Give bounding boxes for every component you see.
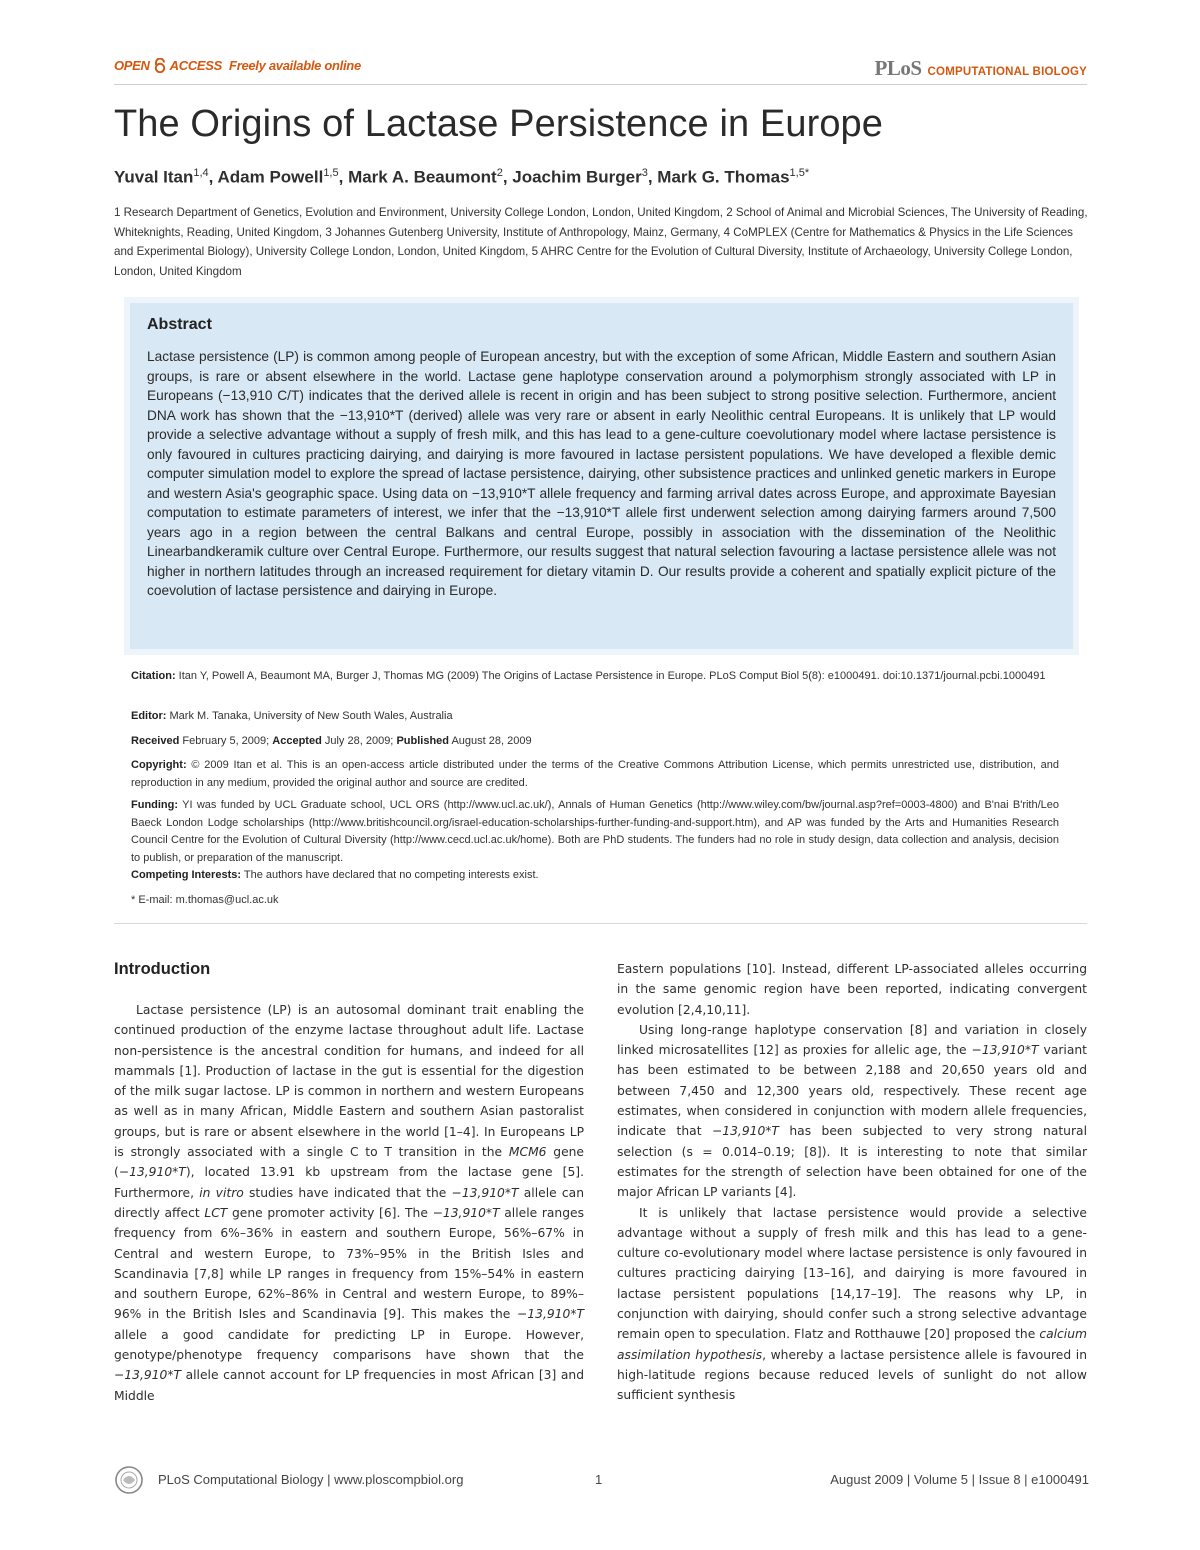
copyright	[131, 757, 1059, 792]
author-name: Adam Powell	[217, 167, 324, 187]
received-label: Received	[131, 735, 180, 747]
author-affil-sup: 1,5*	[789, 167, 810, 179]
gene-name: LCT	[204, 1205, 228, 1220]
published-date: August 28, 2009	[451, 735, 532, 747]
funding-text: YI was funded by UCL Graduate school, UCL ORS (http://www.ucl.ac.uk/), Annals of Human Genetics (http://www.wiley.com/bw/journal.asp?ref=0003-4800) and B'nai B'rith/Leo Baeck London Lodge scholarships (http://www.britishcouncil.org/israel-education-scholarships-further-funding-and-support.htm), and AP was funded by the Arts and Humanities Research Council Centre for the Evolution of Cultural Diversity (http://www.cecd.ucl.ac.uk/home). Both are PhD students. The funders had no role in study design, data collection and analysis, decision to publish, or preparation of the manuscript.	[131, 799, 1060, 864]
affiliations: 1 Research Department of Genetics, Evolution and Environment, University College London, London, United Kingdom, 2 School of Animal and Microbial Sciences, The University of Reading, Whiteknights, Reading, United Kingdom, 3 Johannes Gutenberg University, Institute of Anthropology, Mainz, Germany, 4 CoMPLEX (Centre for Mathematics & Physics in the Life Sciences and Experimental Biology), University College London, London, United Kingdom, 5 AHRC Centre for the Evolution of Cultural Diversity, Institute of Archaeology, University College London, London, United Kingdom	[114, 206, 1088, 278]
citation-label: Citation:	[131, 670, 176, 682]
journal-name: COMPUTATIONAL BIOLOGY	[927, 66, 1087, 78]
email-label: * E-mail:	[131, 894, 173, 906]
author-affil-sup: 2	[496, 167, 503, 179]
citation	[131, 668, 1059, 686]
page-number: 1	[595, 1472, 603, 1487]
in-vitro-term: in vitro	[199, 1185, 244, 1200]
right-column	[617, 959, 1087, 1406]
plos-seal-icon	[114, 1465, 144, 1495]
editor-label: Editor:	[131, 710, 167, 722]
allele-name: −13,910*T	[432, 1205, 500, 1220]
funding	[131, 797, 1059, 867]
funding-label: Funding:	[131, 799, 179, 811]
journal-logo	[875, 56, 1087, 81]
author-list: Yuval Itan$^{1,4}$, Adam Powell$^{1,5}$, Mark A. Beaumont$^2$, Joachim Burger$^3$, Mark G. Thomas$^{1,5*}$	[114, 167, 810, 187]
published-label: Published	[396, 735, 449, 747]
author-name: Mark G. Thomas	[657, 167, 790, 187]
intro-paragraph: Lactase persistence (LP) is an autosomal dominant trait enabling the continued production of the enzyme lactase throughout adult life. Lactase non-persistence is the ancestral condition for humans, and indeed for all mammals [1]. Production of lactase in the gut is essential for the digestion of the milk sugar lactose. LP is common in northern and western Europeans as well as in many African, Middle Eastern and southern Asian pastoralist groups, but is rare or absent elsewhere in the world [1–4]. In Europeans LP is strongly associated with a single C to T transition in the MCM6 gene (−13,910*T), located 13.91 kb upstream from the lactase gene [5]. Furthermore, in vitro studies have indicated that the −13,910*T allele can directly affect LCT gene promoter activity [6]. The −13,910*T allele ranges frequency from 6%–36% in eastern and southern Europe, 56%–67% in Central and western Europe, to 73%–95% in the British Isles and Scandinavia [7,8] while LP ranges in frequency from 15%–54% in eastern and southern Europe, 62%–86% in Central and western Europe, to 89%–96% in the British Isles and Scandinavia [9]. This makes the −13,910*T allele a good candidate for predicting LP in Europe. However, genotype/phenotype frequency comparisons have shown that the −13,910*T allele cannot account for LP frequencies in most African [3] and Middle	[114, 1003, 584, 1403]
plos-wordmark: PLoS	[874, 56, 922, 80]
competing-interests	[131, 867, 1059, 885]
email	[131, 892, 1059, 910]
editor-text: Mark M. Tanaka, University of New South Wales, Australia	[169, 710, 453, 722]
introduction-heading: Introduction	[114, 960, 211, 978]
copyright-text: © 2009 Itan et al. This is an open-access article distributed under the terms of the Creative Commons Attribution License, which permits unrestricted use, distribution, and reproduction in any medium, provided the original author and source are credited.	[131, 759, 1059, 789]
meta-divider	[114, 923, 1087, 924]
allele-name: −13,910*T	[711, 1124, 779, 1139]
received-date: February 5, 2009;	[182, 735, 270, 747]
intro-paragraph: Eastern populations [10]. Instead, different LP-associated alleles occurring in the same genomic region have been reported, indicating convergent evolution [2,4,10,11].	[617, 962, 1087, 1017]
abstract-heading: Abstract	[147, 316, 212, 333]
accepted-date: July 28, 2009;	[324, 735, 394, 747]
open-lock-icon	[153, 58, 167, 73]
hypothesis-term: calcium assimilation hypothesis	[617, 1327, 1087, 1362]
author-name: Joachim Burger	[512, 167, 642, 187]
footer-journal: PLoS Computational Biology | www.ploscompbiol.org	[158, 1472, 464, 1487]
author-affil-sup: 3	[641, 167, 648, 179]
email-link[interactable]: m.thomas@ucl.ac.uk	[175, 894, 279, 906]
author-name: Mark A. Beaumont	[348, 167, 497, 187]
author-name: Yuval Itan	[114, 167, 194, 187]
freely-available-label: Freely available online	[229, 58, 361, 73]
dates	[131, 733, 1059, 751]
footer-issue: August 2009 | Volume 5 | Issue 8 | e1000491	[830, 1472, 1089, 1487]
citation-text: Itan Y, Powell A, Beaumont MA, Burger J, Thomas MG (2009) The Origins of Lactase Persistence in Europe. PLoS Comput Biol 5(8): e1000491. doi:10.1371/journal.pcbi.1000491	[178, 670, 1046, 682]
abstract-text: Lactase persistence (LP) is common among people of European ancestry, but with the exception of some African, Middle Eastern and southern Asian groups, is rare or absent elsewhere in the world. Lactase gene haplotype conservation around a polymorphism strongly associated with LP in Europeans (−13,910 C/T) indicates that the derived allele is recent in origin and has been subject to strong positive selection. Furthermore, ancient DNA work has shown that the −13,910*T (derived) allele was very rare or absent in early Neolithic central Europeans. It is unlikely that LP would provide a selective advantage without a supply of fresh milk, and this has lead to a gene-culture coevolutionary model where lactase persistence is only favoured in cultures practicing dairying, and dairying is more favoured in lactase persistent populations. We have developed a flexible demic computer simulation model to explore the spread of lactase persistence, dairying, other subsistence practices and unlinked genetic markers in Europe and western Asia's geographic space. Using data on −13,910*T allele frequency and farming arrival dates across Europe, and approximate Bayesian computation to estimate parameters of interest, we infer that the −13,910*T allele first underwent selection among dairying farmers around 7,500 years ago in a region between the central Balkans and central Europe, possibly in association with the dissemination of the Neolithic Linearbandkeramik culture over Central Europe. Furthermore, our results suggest that natural selection favouring a lactase persistence allele was not higher in northern latitudes through an increased requirement for dietary vitamin D. Our results provide a coherent and spatially explicit picture of the coevolution of lactase persistence and dairying in Europe.	[147, 349, 1056, 598]
allele-name: −13,910*T	[118, 1165, 186, 1180]
gene-name: MCM6	[508, 1145, 547, 1160]
intro-paragraph: It is unlikely that lactase persistence would provide a selective advantage without a supply of fresh milk and this has lead to a gene-culture co-evolutionary model where lactase persistence is only favoured in cultures practicing dairying [13–16], and dairying is more favoured in lactase persistent populations [14,17–19]. The reasons why LP, in conjunction with dairying, should confer such a strong selective advantage remain open to speculation. Flatz and Rotthauwe [20] proposed the calcium assimilation hypothesis, whereby a lactase persistence allele is favoured in high-latitude regions because reduced levels of sunlight do not allow sufficient synthesis	[617, 1205, 1087, 1403]
competing-label: Competing Interests:	[131, 869, 242, 881]
author-affil-sup: 1,4	[193, 167, 209, 179]
allele-name: −13,910*T	[114, 1368, 181, 1383]
competing-text: The authors have declared that no competing interests exist.	[243, 869, 539, 881]
page-footer	[114, 1465, 1089, 1495]
allele-name: −13,910*T	[971, 1043, 1039, 1058]
allele-name: −13,910*T	[451, 1185, 519, 1200]
intro-paragraph: Using long-range haplotype conservation [8] and variation in closely linked microsatellites [12] as proxies for allelic age, the −13,910*T variant has been estimated to be between 2,188 and 20,650 years old and between 7,450 and 12,300 years old, respectively. These recent age estimates, when considered in conjunction with modern allele frequencies, indicate that −13,910*T has been subjected to very strong natural selection (s = 0.014–0.19; [8]). It is interesting to note that similar estimates for the strength of selection have been obtained for one of the major African LP variants [4].	[617, 1022, 1087, 1200]
allele-name: −13,910*T	[517, 1307, 584, 1322]
open-label: OPEN	[114, 58, 150, 73]
editor	[131, 708, 1059, 726]
author-affil-sup: 1,5	[323, 167, 339, 179]
access-label: ACCESS	[169, 58, 223, 73]
left-column	[114, 1000, 584, 1406]
article-title: The Origins of Lactase Persistence in Europe	[114, 103, 884, 145]
copyright-label: Copyright:	[131, 759, 187, 771]
open-access-badge	[114, 58, 361, 73]
accepted-label: Accepted	[272, 735, 322, 747]
header-divider	[114, 84, 1087, 85]
